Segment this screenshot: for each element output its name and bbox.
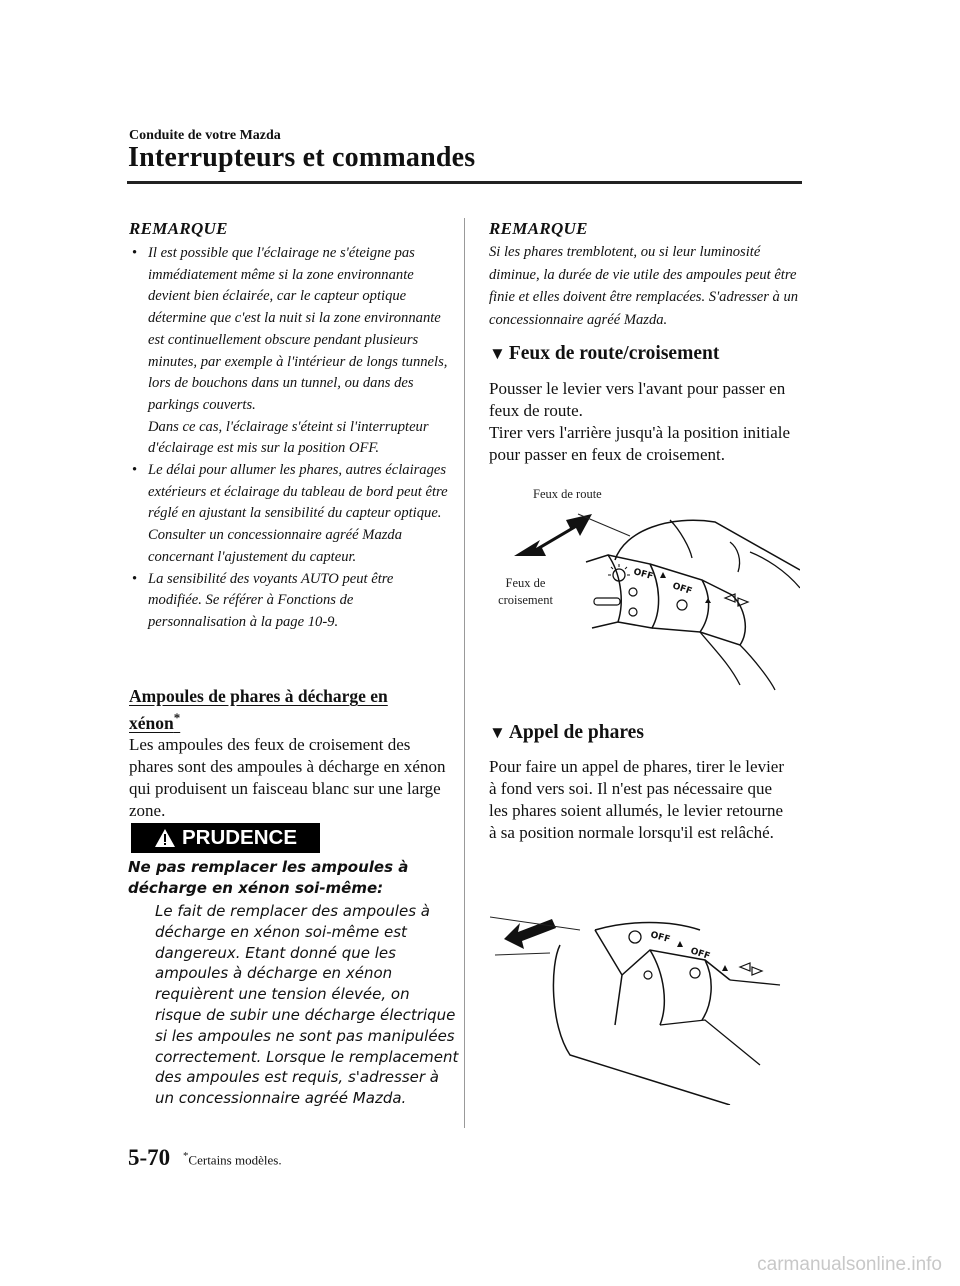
section1-body: Pousser le levier vers l'avant pour passer en feux de route. Tirer vers l'arrière jusqu'à la position initiale pour passer en feux de croisement. <box>489 379 791 464</box>
list-item <box>130 569 450 634</box>
header-rule <box>127 181 802 184</box>
warning-icon <box>154 828 176 848</box>
lever-off-label: OFF <box>632 567 655 583</box>
list-item <box>130 460 450 569</box>
section1-heading <box>489 343 719 365</box>
caution-heading: Ne pas remplacer les ampoules à décharge en xénon soi-même: <box>128 858 409 897</box>
lever-off-label: OFF <box>671 581 694 598</box>
section2-heading <box>489 722 644 744</box>
lever-figure-2 <box>490 905 790 1105</box>
left-note-heading: REMARQUE <box>129 219 228 238</box>
right-note-body: Si les phares tremblotent, ou si leur luminosité diminue, la durée de vie utile des ampoules peut être finie et elles doivent être remplacées. S'adresser à un concessionnaire agréé Mazda. <box>489 244 799 328</box>
fig1-label-line: croisement <box>498 593 553 607</box>
triangle-marker-icon: ▼ <box>489 344 506 363</box>
footnote <box>183 1150 282 1168</box>
asterisk-icon: * <box>173 710 181 725</box>
watermark: carmanualsonline.info <box>757 1254 942 1275</box>
list-item <box>130 243 450 460</box>
footnote-text: Certains modèles. <box>188 1152 282 1168</box>
arrow-left-icon <box>504 919 556 949</box>
xenon-body: Les ampoules des feux de croisement des phares sont des ampoules à décharge en xénon qui produisent un faisceau blanc sur une large zone. <box>129 735 446 820</box>
caution-banner <box>131 823 320 853</box>
lever-off-label: OFF <box>649 930 672 946</box>
note-item-text: La sensibilité des voyants AUTO peut être modifiée. Se référer à Fonctions de personnalisation à la page 10-9. <box>148 570 394 630</box>
note-item-extra: Dans ce cas, l'éclairage s'éteint si l'interrupteur d'éclairage est mis sur la position OFF. <box>148 418 429 457</box>
fog-light-icon <box>690 968 700 978</box>
turn-signal-icon <box>740 963 762 975</box>
section2-body: Pour faire un appel de phares, tirer le levier à fond vers soi. Il n'est pas nécessaire que les phares soient allumés, le levier retourne à sa position normale lorsqu'il est relâché. <box>489 757 785 842</box>
section-label: Conduite de votre Mazda <box>129 128 281 143</box>
fog-light-icon <box>677 600 687 610</box>
left-note-list <box>130 243 450 634</box>
parking-light-icon <box>629 588 637 596</box>
xenon-heading <box>129 686 419 734</box>
sun-icon <box>629 931 641 943</box>
page-number: 5-70 <box>128 1145 171 1170</box>
section1-title: Feux de route/croisement <box>508 343 720 364</box>
lever-off-label: OFF <box>689 946 712 963</box>
headlight-icon <box>629 608 637 616</box>
section2-title: Appel de phares <box>508 722 644 743</box>
triangle-marker-icon: ▼ <box>489 723 506 742</box>
caution-label: PRUDENCE <box>181 826 298 849</box>
page-title: Interrupteurs et commandes <box>128 142 476 173</box>
headlight-icon <box>644 971 652 979</box>
column-divider <box>464 218 465 1128</box>
double-arrow-icon <box>514 514 592 556</box>
lever-figure-1 <box>500 500 800 700</box>
note-item-text: Il est possible que l'éclairage ne s'éteigne pas immédiatement même si la zone environnante devient bien éclairée, car le capteur optique détermine que c'est la nuit si la zone environnante est continuellement obscure pendant plusieurs minutes, par exemple à l'intérieur de longs tunnels, lors de bouchons dans un tunnel, ou dans des parkings couverts. <box>148 245 448 413</box>
asterisk-icon: * <box>183 1150 189 1162</box>
fig1-label-high-beam: Feux de route <box>533 487 602 501</box>
fig1-label-line: Feux de <box>505 576 546 590</box>
caution-body: Le fait de remplacer des ampoules à décharge en xénon soi-même est dangereux. Etant donné que les ampoules à décharge en xénon requièrent une tension élevée, on risque de subir une décharge électrique si les ampoules ne sont pas manipulées correctement. Lorsque le remplacement des ampoules est requis, s'adresser à un concessionnaire agréé Mazda. <box>155 902 459 1108</box>
note-item-text: Le délai pour allumer les phares, autres éclairages extérieurs et éclairage du tableau de bord peut être réglé en ajustant la sensibilité du capteur optique. Consulter un concessionnaire agréé Mazda concernant l'ajustement du capteur. <box>148 462 448 565</box>
xenon-heading-text: Ampoules de phares à décharge en xénon <box>129 686 388 733</box>
right-note-heading: REMARQUE <box>489 219 588 238</box>
